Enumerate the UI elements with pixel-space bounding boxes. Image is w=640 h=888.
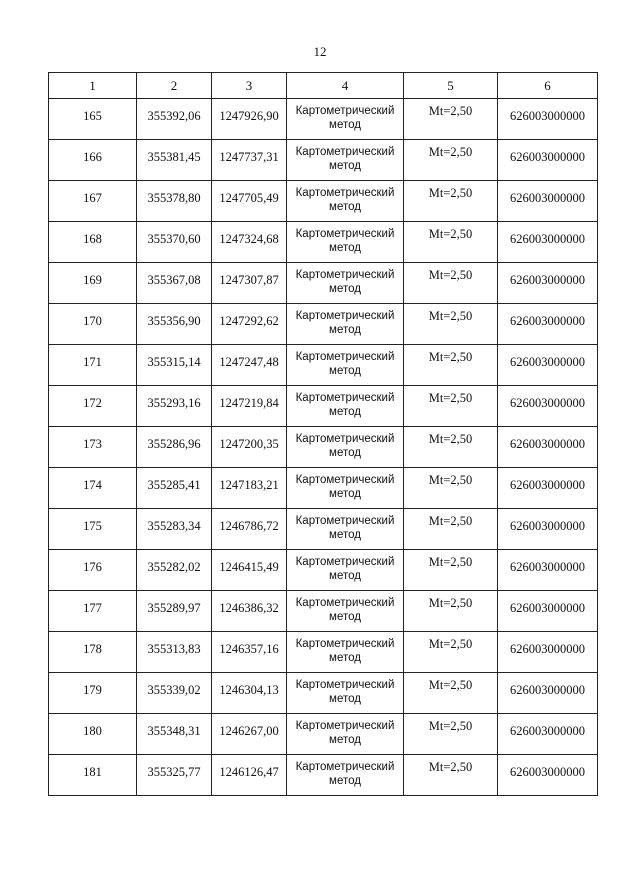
y-coordinate-cell: 1247200,35 xyxy=(212,427,287,468)
method-cell: Картометрический метод xyxy=(287,550,404,591)
accuracy-cell: Mt=2,50 xyxy=(404,714,498,755)
table-row xyxy=(49,550,598,591)
table-row xyxy=(49,591,598,632)
coordinates-table xyxy=(48,72,598,796)
x-coordinate-cell: 355282,02 xyxy=(137,550,212,591)
method-cell: Картометрический метод xyxy=(287,714,404,755)
y-coordinate-cell: 1246357,16 xyxy=(212,632,287,673)
point-number-cell: 167 xyxy=(49,181,137,222)
x-coordinate-cell: 355293,16 xyxy=(137,386,212,427)
accuracy-cell: Mt=2,50 xyxy=(404,755,498,796)
accuracy-cell: Mt=2,50 xyxy=(404,263,498,304)
y-coordinate-cell: 1246304,13 xyxy=(212,673,287,714)
code-cell: 626003000000 xyxy=(498,509,598,550)
y-coordinate-cell: 1247219,84 xyxy=(212,386,287,427)
x-coordinate-cell: 355378,80 xyxy=(137,181,212,222)
accuracy-cell: Mt=2,50 xyxy=(404,345,498,386)
accuracy-cell: Mt=2,50 xyxy=(404,386,498,427)
code-cell: 626003000000 xyxy=(498,263,598,304)
accuracy-cell: Mt=2,50 xyxy=(404,99,498,140)
accuracy-cell: Mt=2,50 xyxy=(404,632,498,673)
code-cell: 626003000000 xyxy=(498,550,598,591)
method-cell: Картометрический метод xyxy=(287,427,404,468)
code-cell: 626003000000 xyxy=(498,714,598,755)
point-number-cell: 180 xyxy=(49,714,137,755)
code-cell: 626003000000 xyxy=(498,222,598,263)
table-row xyxy=(49,509,598,550)
table-row xyxy=(49,386,598,427)
method-cell: Картометрический метод xyxy=(287,386,404,427)
accuracy-cell: Mt=2,50 xyxy=(404,591,498,632)
point-number-cell: 172 xyxy=(49,386,137,427)
method-cell: Картометрический метод xyxy=(287,673,404,714)
method-cell: Картометрический метод xyxy=(287,468,404,509)
table-row xyxy=(49,714,598,755)
header-col-2: 2 xyxy=(137,73,212,99)
method-cell: Картометрический метод xyxy=(287,304,404,345)
point-number-cell: 166 xyxy=(49,140,137,181)
x-coordinate-cell: 355289,97 xyxy=(137,591,212,632)
table-body xyxy=(49,99,598,796)
code-cell: 626003000000 xyxy=(498,181,598,222)
code-cell: 626003000000 xyxy=(498,304,598,345)
code-cell: 626003000000 xyxy=(498,140,598,181)
table-row xyxy=(49,755,598,796)
accuracy-cell: Mt=2,50 xyxy=(404,468,498,509)
y-coordinate-cell: 1246267,00 xyxy=(212,714,287,755)
point-number-cell: 178 xyxy=(49,632,137,673)
code-cell: 626003000000 xyxy=(498,427,598,468)
header-col-4: 4 xyxy=(287,73,404,99)
code-cell: 626003000000 xyxy=(498,755,598,796)
header-row xyxy=(49,73,598,99)
table-row xyxy=(49,99,598,140)
y-coordinate-cell: 1247183,21 xyxy=(212,468,287,509)
y-coordinate-cell: 1246126,47 xyxy=(212,755,287,796)
point-number-cell: 168 xyxy=(49,222,137,263)
accuracy-cell: Mt=2,50 xyxy=(404,509,498,550)
method-cell: Картометрический метод xyxy=(287,263,404,304)
y-coordinate-cell: 1247247,48 xyxy=(212,345,287,386)
code-cell: 626003000000 xyxy=(498,673,598,714)
x-coordinate-cell: 355313,83 xyxy=(137,632,212,673)
x-coordinate-cell: 355285,41 xyxy=(137,468,212,509)
y-coordinate-cell: 1247926,90 xyxy=(212,99,287,140)
accuracy-cell: Mt=2,50 xyxy=(404,304,498,345)
y-coordinate-cell: 1247737,31 xyxy=(212,140,287,181)
x-coordinate-cell: 355315,14 xyxy=(137,345,212,386)
accuracy-cell: Mt=2,50 xyxy=(404,181,498,222)
table-row xyxy=(49,263,598,304)
accuracy-cell: Mt=2,50 xyxy=(404,673,498,714)
table-row xyxy=(49,222,598,263)
method-cell: Картометрический метод xyxy=(287,632,404,673)
method-cell: Картометрический метод xyxy=(287,345,404,386)
y-coordinate-cell: 1247292,62 xyxy=(212,304,287,345)
point-number-cell: 176 xyxy=(49,550,137,591)
y-coordinate-cell: 1247307,87 xyxy=(212,263,287,304)
method-cell: Картометрический метод xyxy=(287,222,404,263)
method-cell: Картометрический метод xyxy=(287,591,404,632)
point-number-cell: 179 xyxy=(49,673,137,714)
table-row xyxy=(49,345,598,386)
method-cell: Картометрический метод xyxy=(287,509,404,550)
accuracy-cell: Mt=2,50 xyxy=(404,427,498,468)
accuracy-cell: Mt=2,50 xyxy=(404,550,498,591)
accuracy-cell: Mt=2,50 xyxy=(404,222,498,263)
x-coordinate-cell: 355325,77 xyxy=(137,755,212,796)
header-col-5: 5 xyxy=(404,73,498,99)
table-row xyxy=(49,304,598,345)
header-col-3: 3 xyxy=(212,73,287,99)
x-coordinate-cell: 355283,34 xyxy=(137,509,212,550)
point-number-cell: 170 xyxy=(49,304,137,345)
header-col-1: 1 xyxy=(49,73,137,99)
table-row xyxy=(49,468,598,509)
table-row xyxy=(49,140,598,181)
y-coordinate-cell: 1247705,49 xyxy=(212,181,287,222)
y-coordinate-cell: 1246415,49 xyxy=(212,550,287,591)
point-number-cell: 177 xyxy=(49,591,137,632)
x-coordinate-cell: 355370,60 xyxy=(137,222,212,263)
code-cell: 626003000000 xyxy=(498,386,598,427)
point-number-cell: 165 xyxy=(49,99,137,140)
y-coordinate-cell: 1247324,68 xyxy=(212,222,287,263)
code-cell: 626003000000 xyxy=(498,345,598,386)
x-coordinate-cell: 355348,31 xyxy=(137,714,212,755)
y-coordinate-cell: 1246386,32 xyxy=(212,591,287,632)
y-coordinate-cell: 1246786,72 xyxy=(212,509,287,550)
table-row xyxy=(49,181,598,222)
code-cell: 626003000000 xyxy=(498,99,598,140)
point-number-cell: 175 xyxy=(49,509,137,550)
x-coordinate-cell: 355392,06 xyxy=(137,99,212,140)
point-number-cell: 169 xyxy=(49,263,137,304)
point-number-cell: 171 xyxy=(49,345,137,386)
table-row xyxy=(49,427,598,468)
code-cell: 626003000000 xyxy=(498,591,598,632)
x-coordinate-cell: 355339,02 xyxy=(137,673,212,714)
table-row xyxy=(49,632,598,673)
table-row xyxy=(49,673,598,714)
point-number-cell: 181 xyxy=(49,755,137,796)
code-cell: 626003000000 xyxy=(498,632,598,673)
x-coordinate-cell: 355367,08 xyxy=(137,263,212,304)
x-coordinate-cell: 355356,90 xyxy=(137,304,212,345)
method-cell: Картометрический метод xyxy=(287,755,404,796)
point-number-cell: 173 xyxy=(49,427,137,468)
x-coordinate-cell: 355381,45 xyxy=(137,140,212,181)
method-cell: Картометрический метод xyxy=(287,140,404,181)
accuracy-cell: Mt=2,50 xyxy=(404,140,498,181)
method-cell: Картометрический метод xyxy=(287,181,404,222)
code-cell: 626003000000 xyxy=(498,468,598,509)
method-cell: Картометрический метод xyxy=(287,99,404,140)
header-col-6: 6 xyxy=(498,73,598,99)
x-coordinate-cell: 355286,96 xyxy=(137,427,212,468)
point-number-cell: 174 xyxy=(49,468,137,509)
page-number: 12 xyxy=(313,44,327,59)
table-header xyxy=(49,73,598,99)
